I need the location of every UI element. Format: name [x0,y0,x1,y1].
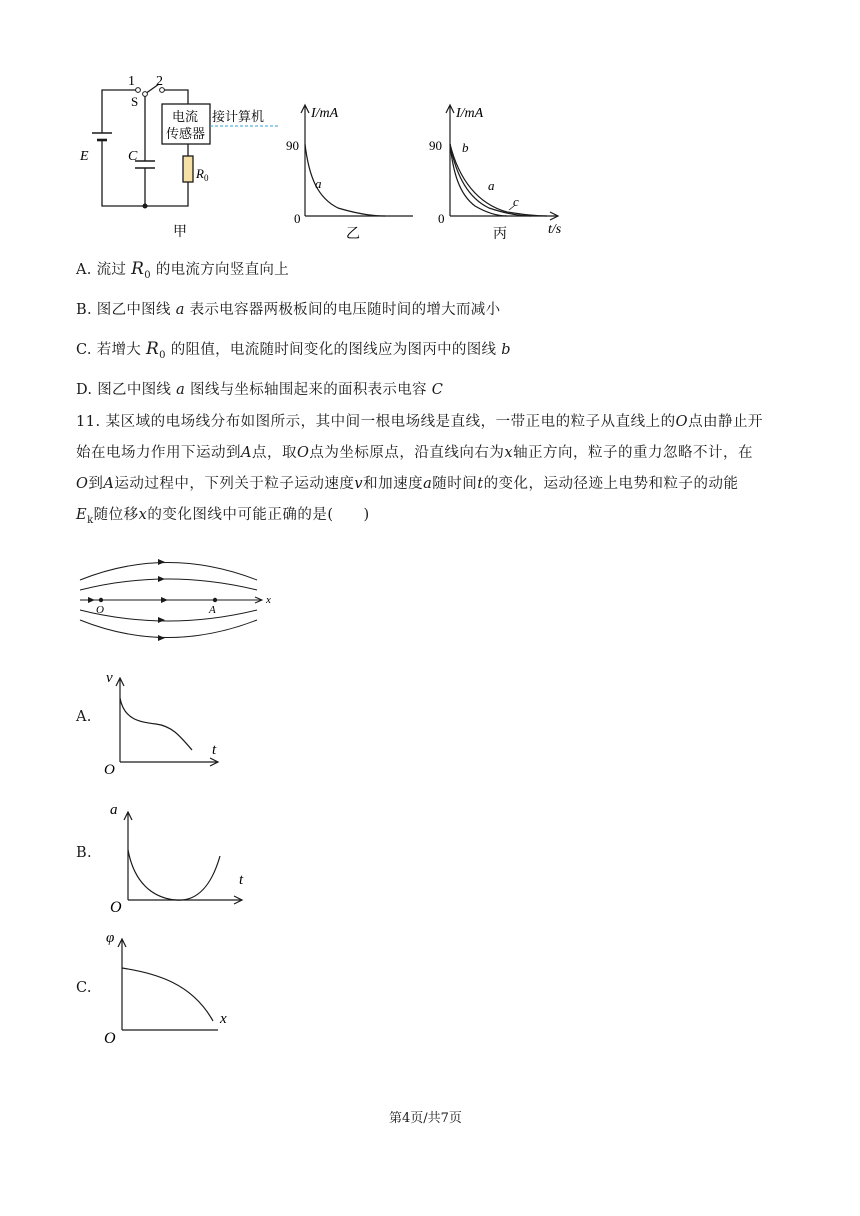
graph-bing-curve-c: c [513,194,519,209]
q10-option-b[interactable]: B. 图乙中图线 a 表示电容器两极板间的电压随时间的增大而减小 [76,302,501,318]
q11-b-xlabel: t [239,872,244,888]
q10-option-c[interactable]: C. 若增大 $R_0$ 的阻值，电流随时间变化的图线应为图丙中的图线 b [76,339,511,361]
graph-yi-yvalue: 90 [286,138,299,153]
q11-c-origin: O [104,1030,116,1047]
graph-bing-yvalue: 90 [429,138,442,153]
q11-c-ylabel: φ [106,930,115,946]
switch-label: S [131,94,139,109]
graph-bing [425,100,575,245]
q11-c-xlabel: x [220,1011,227,1027]
field-origin-label: O [96,604,104,616]
page-footer: 第4页/共7页 [389,1111,462,1126]
q11-a-ylabel: v [106,670,113,686]
graph-yi-ylabel: I/mA [311,106,339,121]
sensor-line1: 电流 [172,109,199,124]
q11-b-ylabel: a [110,802,118,818]
switch-pos-2: 2 [156,74,163,89]
graph-bing-ylabel: I/mA [456,106,484,121]
q11-option-a-graph[interactable] [100,664,230,779]
q11-line3: O到A运动过程中，下列关于粒子运动速度v和加速度a随时间t的变化，运动径迹上电势和粒子的动能 [76,476,739,492]
graph-yi-curve-a: a [315,176,322,191]
field-point-a-label: A [209,604,216,616]
q11-a-origin: O [104,762,115,778]
emf-label: E [80,149,89,164]
graph-bing-origin: 0 [438,211,445,226]
circuit-caption: 甲 [173,225,187,240]
resistor-label: $R_0$ [196,166,209,183]
graph-yi-caption: 乙 [346,227,360,242]
q11-a-xlabel: t [212,742,217,758]
graph-bing-curve-a: a [488,178,495,193]
graph-bing-caption: 丙 [493,227,507,242]
q11-b-origin: O [110,899,122,916]
capacitor-label: C [128,149,138,164]
q11-line1: 11. 某区域的电场线分布如图所示，其中间一根电场线是直线，一带正电的粒子从直线上的O点由静止开 [76,414,764,430]
q11-stem [76,407,806,536]
graph-yi-origin: 0 [294,211,301,226]
q11-option-b-graph[interactable] [100,798,250,916]
graph-bing-xlabel: t/s [548,222,562,237]
q11-option-a-letter[interactable]: A. [76,709,92,725]
sensor-line2: 传感器 [166,126,206,141]
q11-line2: 始在电场力作用下运动到A点，取O点为坐标原点，沿直线向右为x轴正方向，粒子的重力忽略不计，在 [76,445,754,461]
q11-option-c-letter[interactable]: C. [76,980,92,996]
q11-line4: $E_k$随位移x的变化图线中可能正确的是( ) [76,507,370,526]
circuit-diagram [70,68,300,243]
q10-option-d[interactable]: D. 图乙中图线 a 图线与坐标轴围起来的面积表示电容 C [76,382,444,398]
q10-option-a[interactable]: A. 流过 $R_0$ 的电流方向竖直向上 [76,259,290,281]
switch-pos-1: 1 [128,74,135,89]
field-lines-figure [72,550,282,646]
q11-option-c-graph[interactable] [100,925,245,1050]
graph-bing-curve-b: b [462,140,469,155]
graph-yi [280,100,420,245]
computer-label: 接计算机 [212,109,265,124]
field-x-label: x [266,594,271,606]
q11-option-b-letter[interactable]: B. [76,845,92,861]
